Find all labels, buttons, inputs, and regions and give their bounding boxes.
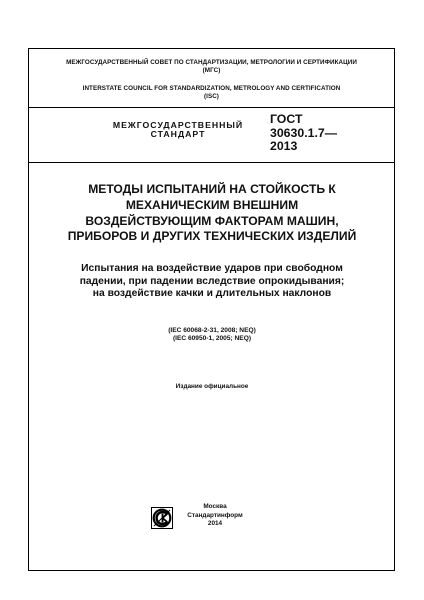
iec-reference-2: (IEC 60950-1, 2005; NEQ) <box>172 335 252 342</box>
header-divider-bottom <box>28 162 395 163</box>
council-name-en <box>28 85 395 101</box>
council-name-ru <box>28 59 395 75</box>
document-title-line: МЕХАНИЧЕСКИМ ВНЕШНИМ <box>125 197 299 212</box>
document-subtitle-line: Испытания на воздействие ударов при свободном <box>81 263 343 274</box>
document-title-line: ВОЗДЕЙСТВУЮЩИМ ФАКТОРАМ МАШИН, <box>85 213 339 228</box>
council-abbr-ru: (МГС) <box>202 67 221 74</box>
council-abbr-en: (ISC) <box>204 93 219 100</box>
council-name-en-line: INTERSTATE COUNCIL FOR STANDARDIZATION, METROLOGY AND CERTIFICATION <box>82 85 341 92</box>
standard-number <box>270 113 370 154</box>
document-title <box>36 182 388 245</box>
council-name-ru-line: МЕЖГОСУДАРСТВЕННЫЙ СОВЕТ ПО СТАНДАРТИЗАЦИИ, МЕТРОЛОГИИ И СЕРТИФИКАЦИИ <box>66 59 357 66</box>
document-subtitle <box>36 263 388 301</box>
publisher-year: 2014 <box>207 520 223 527</box>
standard-type-label <box>102 121 254 139</box>
publisher-block <box>170 503 260 529</box>
publisher-name: Стандартинформ <box>187 511 243 519</box>
standard-number-line-1: ГОСТ <box>270 112 303 126</box>
document-subtitle-line: на воздействие качки и длительных наклонов <box>92 288 332 300</box>
standard-type-line-1: МЕЖГОСУДАРСТВЕННЫЙ <box>112 120 244 130</box>
publisher-city: Москва <box>203 503 227 510</box>
standard-type-line-2: СТАНДАРТ <box>150 129 206 139</box>
document-subtitle-line: падении, при падении вследствие опрокидывания; <box>79 275 345 287</box>
document-title-line: МЕТОДЫ ИСПЫТАНИЙ НА СТОЙКОСТЬ К <box>88 182 336 196</box>
iec-reference-1: (IEC 60068-2-31, 2008; NEQ) <box>168 327 256 334</box>
standard-number-line-2: 30630.1.7— <box>270 125 338 140</box>
header-divider-top <box>28 107 395 108</box>
edition-note: Издание официальное <box>175 383 249 390</box>
document-title-line: ПРИБОРОВ И ДРУГИХ ТЕХНИЧЕСКИХ ИЗДЕЛИЙ <box>67 229 357 244</box>
standard-number-line-3: 2013 <box>270 139 298 154</box>
